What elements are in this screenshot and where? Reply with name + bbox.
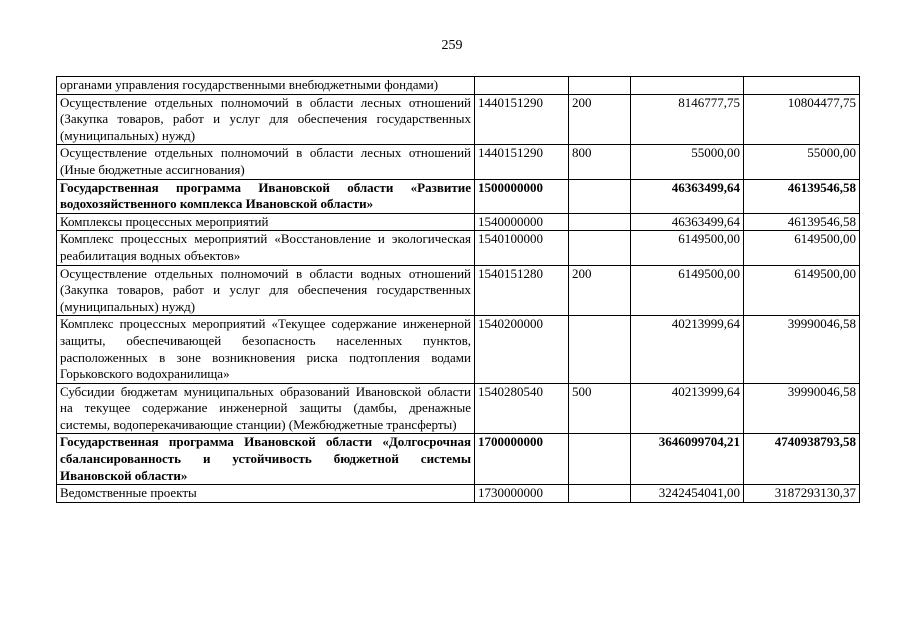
row-code: 1730000000 bbox=[475, 485, 569, 503]
row-sum-1: 8146777,75 bbox=[631, 94, 744, 145]
row-name: Осуществление отдельных полномочий в области лесных отношений (Иные бюджетные ассигнования) bbox=[57, 145, 475, 179]
row-sum-1: 55000,00 bbox=[631, 145, 744, 179]
row-name: Комплекс процессных мероприятий «Восстановление и экологическая реабилитация водных объектов» bbox=[57, 231, 475, 265]
row-code: 1540200000 bbox=[475, 316, 569, 383]
table-row bbox=[57, 316, 860, 383]
row-name: Комплексы процессных мероприятий bbox=[57, 213, 475, 231]
row-sum-1: 46363499,64 bbox=[631, 179, 744, 213]
table-row bbox=[57, 94, 860, 145]
row-sum-1: 3242454041,00 bbox=[631, 485, 744, 503]
table-row bbox=[57, 434, 860, 485]
table-row bbox=[57, 213, 860, 231]
row-type bbox=[569, 231, 631, 265]
row-name: Комплекс процессных мероприятий «Текущее содержание инженерной защиты, обеспечивающей безопасность населенных пунктов, расположенных в зоне возникновения риска подтопления водами Горьковского водохранилища» bbox=[57, 316, 475, 383]
budget-table-body bbox=[57, 77, 860, 503]
row-type: 200 bbox=[569, 265, 631, 316]
row-sum-1: 46363499,64 bbox=[631, 213, 744, 231]
row-type bbox=[569, 316, 631, 383]
table-row bbox=[57, 145, 860, 179]
row-type bbox=[569, 485, 631, 503]
table-row bbox=[57, 265, 860, 316]
row-type bbox=[569, 434, 631, 485]
row-type bbox=[569, 213, 631, 231]
row-sum-1: 6149500,00 bbox=[631, 265, 744, 316]
row-sum-2: 55000,00 bbox=[744, 145, 860, 179]
row-code: 1540100000 bbox=[475, 231, 569, 265]
row-code: 1440151290 bbox=[475, 94, 569, 145]
row-code: 1540000000 bbox=[475, 213, 569, 231]
row-sum-2: 46139546,58 bbox=[744, 179, 860, 213]
row-code: 1700000000 bbox=[475, 434, 569, 485]
row-sum-2 bbox=[744, 77, 860, 95]
row-code: 1500000000 bbox=[475, 179, 569, 213]
table-row bbox=[57, 179, 860, 213]
row-sum-2: 46139546,58 bbox=[744, 213, 860, 231]
row-sum-1 bbox=[631, 77, 744, 95]
table-row bbox=[57, 77, 860, 95]
row-type: 200 bbox=[569, 94, 631, 145]
row-name: Ведомственные проекты bbox=[57, 485, 475, 503]
row-type bbox=[569, 77, 631, 95]
row-sum-1: 3646099704,21 bbox=[631, 434, 744, 485]
row-type: 500 bbox=[569, 383, 631, 434]
row-sum-2: 3187293130,37 bbox=[744, 485, 860, 503]
row-sum-1: 40213999,64 bbox=[631, 316, 744, 383]
row-type bbox=[569, 179, 631, 213]
row-sum-1: 40213999,64 bbox=[631, 383, 744, 434]
row-code bbox=[475, 77, 569, 95]
row-name: Осуществление отдельных полномочий в области лесных отношений (Закупка товаров, работ и услуг для обеспечения государственных (муниципальных) нужд) bbox=[57, 94, 475, 145]
row-sum-2: 4740938793,58 bbox=[744, 434, 860, 485]
row-code: 1440151290 bbox=[475, 145, 569, 179]
page-number: 259 bbox=[441, 38, 463, 53]
table-row bbox=[57, 231, 860, 265]
row-sum-1: 6149500,00 bbox=[631, 231, 744, 265]
row-type: 800 bbox=[569, 145, 631, 179]
budget-table bbox=[56, 76, 860, 503]
table-row bbox=[57, 383, 860, 434]
row-code: 1540280540 bbox=[475, 383, 569, 434]
row-name: Государственная программа Ивановской области «Развитие водохозяйственного комплекса Ивановской области» bbox=[57, 179, 475, 213]
row-name: Государственная программа Ивановской области «Долгосрочная сбалансированность и устойчивость бюджетной системы Ивановской области» bbox=[57, 434, 475, 485]
row-name: органами управления государственными внебюджетными фондами) bbox=[57, 77, 475, 95]
row-sum-2: 39990046,58 bbox=[744, 316, 860, 383]
row-name: Осуществление отдельных полномочий в области водных отношений (Закупка товаров, работ и услуг для обеспечения государственных (муниципальных) нужд) bbox=[57, 265, 475, 316]
row-name: Субсидии бюджетам муниципальных образований Ивановской области на текущее содержание инженерной защиты (дамбы, дренажные системы, водоперекачивающие станции) (Межбюджетные трансферты) bbox=[57, 383, 475, 434]
row-sum-2: 39990046,58 bbox=[744, 383, 860, 434]
table-row bbox=[57, 485, 860, 503]
row-code: 1540151280 bbox=[475, 265, 569, 316]
row-sum-2: 6149500,00 bbox=[744, 265, 860, 316]
row-sum-2: 10804477,75 bbox=[744, 94, 860, 145]
row-sum-2: 6149500,00 bbox=[744, 231, 860, 265]
